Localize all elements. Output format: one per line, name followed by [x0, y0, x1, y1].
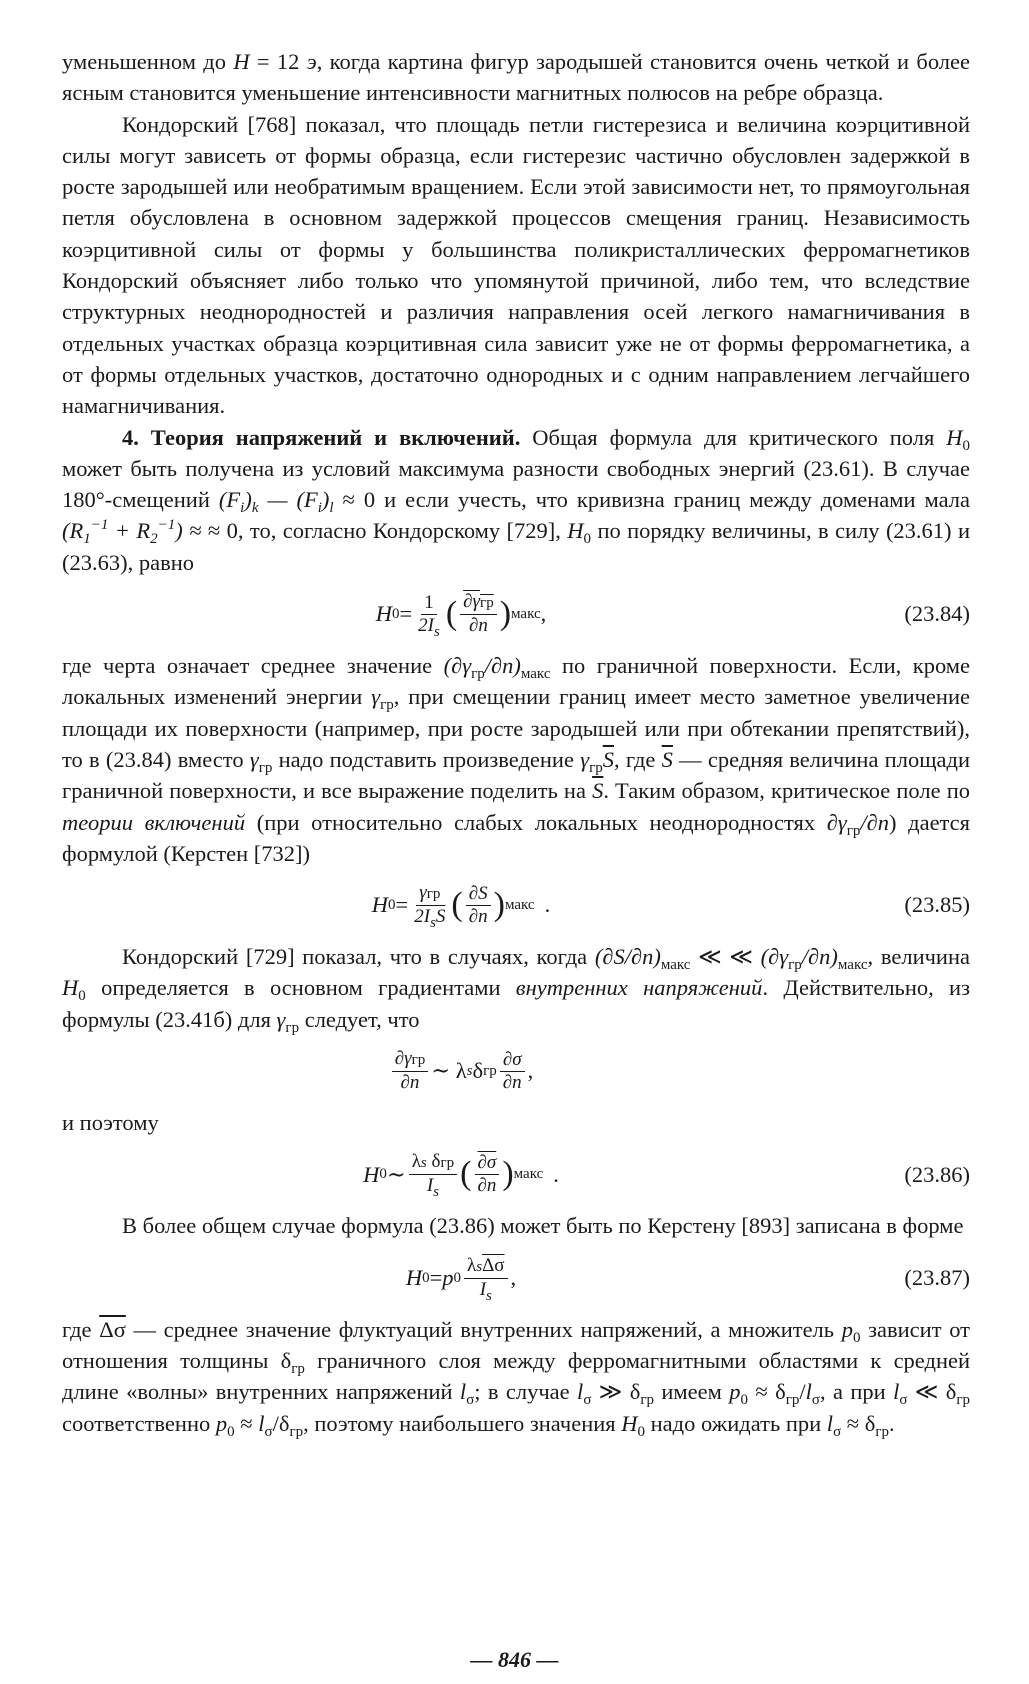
equation-number: (23.84): [904, 601, 970, 627]
paragraph-continuation: уменьшенном до H = 12 э, когда картина фигур зародышей становится очень четкой и более ясным становится уменьшение интенсивности магнитных полюсов на ребре образца.: [62, 49, 970, 106]
equation-number: (23.86): [904, 1161, 970, 1187]
paragraph-fluctuations: где $\overline{\Delta\sigma}$ — среднее значение флуктуаций внутренних напряжений, а множитель $p_0$ зависит от отношения толщины $\delta_{гр}$ граничного слоя между ферромагнитными областями к средней длине «волны» внутренних напряжений $l_\sigma$; в случае $l_\sigma$ ≫ $\delta_{гр}$ имеем $p_0 \approx \delta_{гр}/l_\sigma$, а при $l_\sigma$ ≪ $\delta_{гр}$ соответственно $p_0 \approx l_\sigma/\delta_{гр}$, поэтому наибольшего значения $H_0$ надо ожидать при $l_\sigma \approx \delta_{гр}$.: [62, 1316, 971, 1440]
paragraph-therefore: и поэтому: [62, 1110, 159, 1136]
section-heading: 4. Теория напряжений и включений.: [122, 424, 521, 450]
equation-23-84: H 0 = $\frac{1}{2I_s}$ ( $\frac{\text{∂γгр}}{\partial n}$ ) макс , (23.84): [62, 578, 970, 650]
equation-gradient: $\frac{\text{∂γгр}}{\partial n}$ ∼ λ s δ гр $\frac{\partial\sigma}{\partial n}$ ,: [62, 1035, 970, 1107]
equation-23-87: H 0 = p 0 $\frac{\lambda s\overline{\Delta\sigma}}{I_s}$ , (23.87): [62, 1242, 970, 1314]
paragraph-kersten: В более общем случае формула (23.86) может быть по Керстену [893] записана в форме: [122, 1213, 964, 1239]
equation-23-85: H 0 = $\frac{\text{γгр}}{2I_s\overline{S}}$ ( $\frac{\partial S}{\partial n}$ ) макс . (23.85): [62, 869, 970, 941]
paragraph-section-4: 4. Теория напряжений и включений. Общая формула для критического поля $H_0$ может быть получена из условий максимума разности свободных энергий (23.61). В случае 180°-смещений $(F_i)_k$ — $(F_i)_l \approx 0$ и если учесть, что кривизна границ между доменами мала $(R_1^{-1} + R_2^{-1})$ ≈ ≈ 0, то, согласно Кондорскому [729], $H_0$ по порядку величины, в силу (23.61) и (23.63), равно: [62, 424, 970, 575]
paragraph-stress: Кондорский [729] показал, что в случаях, когда $(\partial S/\partial n)_{макс}$ ≪ ≪ $(\partial\gamma_{гр}/\partial n)_{макс}$, величина $H_0$ определяется в основном градиентами внутренних напряжений. Действительно, из формулы (23.41б) для $\gamma_{гр}$ следует, что: [62, 944, 971, 1036]
paragraph-kondorsky: Кондорский [768] показал, что площадь петли гистерезиса и величина коэрцитивной силы могут зависеть от формы образца, если гистерезис частично обусловлен задержкой в росте зародышей или необратимым вращением. Если этой зависимости нет, то прямоугольная петля обусловлена в основном задержкой процессов смещения границ. Независимость коэрцитивной силы от формы у большинства поликристаллических ферромагнетиков Кондорский объясняет либо только что упомянутой причиной, либо тем, что вследствие структурных неоднородностей и различия направления осей легкого намагничивания в отдельных участках образца коэрцитивная сила зависит уже не от формы ферромагнетика, а от формы отдельных участков, достаточно однородных и с одним направлением легчайшего намагничивания.: [62, 111, 970, 419]
equation-23-86: H 0 ∼ $\frac{\text{λs δгр}}{I_s}$ ( $\frac{\partial\sigma}{\partial n}$ ) макс . (23.86): [62, 1138, 970, 1210]
page-number: — 846 —: [470, 1647, 559, 1672]
equation-number: (23.85): [904, 892, 970, 918]
paragraph-inclusions: где черта означает среднее значение $(\partial\gamma_{гр}/\partial n)_{макс}$ по граничной поверхности. Если, кроме локальных изменений энергии $\gamma_{гр}$, при смещении границ имеет место заметное увеличение площади их поверхности (например, при росте зародышей или при обтекании препятствий), то в (23.84) вместо $\gamma_{гр}$ надо подставить произведение $\gamma_{гр}\overline{S}$, где $\overline{S}$ — средняя величина площади граничной поверхности, и все выражение поделить на $\overline{S}$. Таким образом, критическое поле по теории включений (при относительно слабых локальных неоднородностях $\partial\gamma_{гр}/\partial n$) дается формулой (Керстен [732]): [62, 653, 971, 866]
equation-number: (23.87): [904, 1264, 970, 1290]
text-column: [62, 46, 970, 1439]
